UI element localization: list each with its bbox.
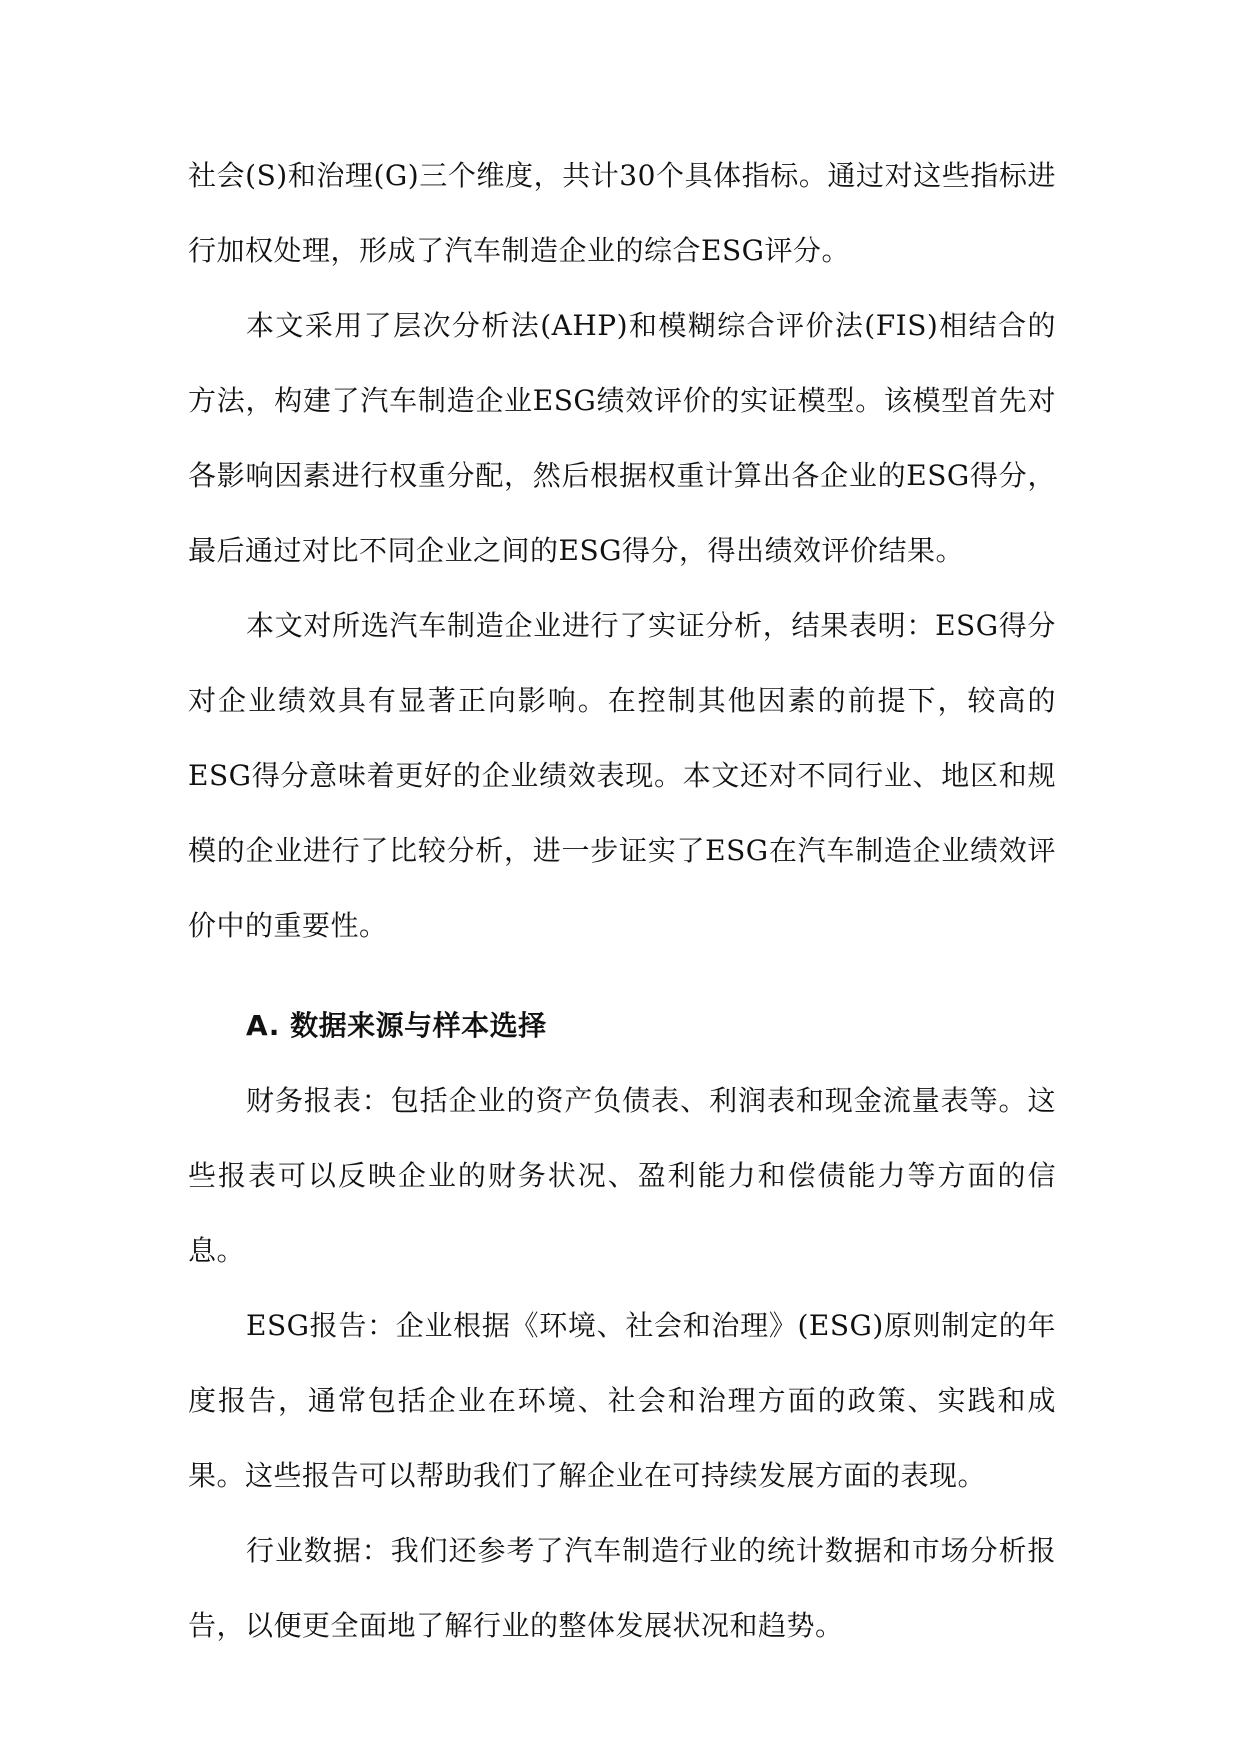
- section-heading: A. 数据来源与样本选择: [246, 1009, 547, 1042]
- paragraph-esg-reports: ESG报告：企业根据《环境、社会和治理》(ESG)原则制定的年度报告，通常包括企业在环境、社会和治理方面的政策、实践和成果。这些报告可以帮助我们了解企业在可持续发展方面的表现。: [188, 1309, 1056, 1492]
- paragraph-financial-statements: 财务报表：包括企业的资产负债表、利润表和现金流量表等。这些报表可以反映企业的财务状况、盈利能力和偿债能力等方面的信息。: [188, 1084, 1056, 1267]
- paragraph-esg-dimensions: 社会(S)和治理(G)三个维度，共计30个具体指标。通过对这些指标进行加权处理，形成了汽车制造企业的综合ESG评分。: [188, 159, 1056, 267]
- body-text: [188, 138, 1056, 1663]
- paragraph-industry-data: 行业数据：我们还参考了汽车制造行业的统计数据和市场分析报告，以便更全面地了解行业的整体发展状况和趋势。: [188, 1534, 1056, 1642]
- paragraph-empirical-results: 本文对所选汽车制造企业进行了实证分析，结果表明：ESG得分对企业绩效具有显著正向影响。在控制其他因素的前提下，较高的ESG得分意味着更好的企业绩效表现。本文还对不同行业、地区和规模的企业进行了比较分析，进一步证实了ESG在汽车制造企业绩效评价中的重要性。: [188, 609, 1056, 942]
- paragraph-methodology: 本文采用了层次分析法(AHP)和模糊综合评价法(FIS)相结合的方法，构建了汽车制造企业ESG绩效评价的实证模型。该模型首先对各影响因素进行权重分配，然后根据权重计算出各企业的ESG得分，最后通过对比不同企业之间的ESG得分，得出绩效评价结果。: [188, 309, 1056, 567]
